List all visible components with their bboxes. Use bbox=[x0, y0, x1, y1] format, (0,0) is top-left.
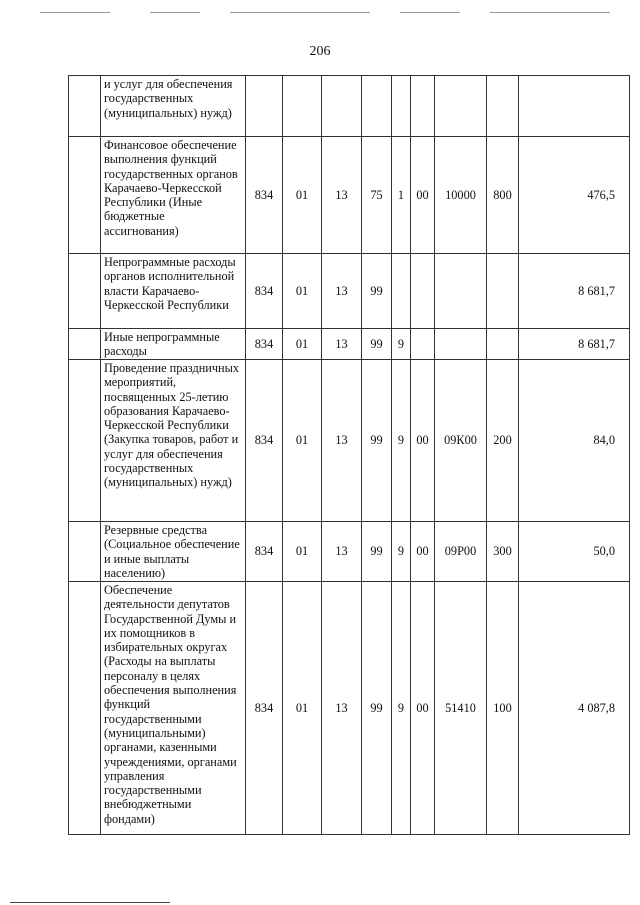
empty-cell bbox=[69, 254, 101, 329]
direction-cell: 00 bbox=[411, 360, 435, 522]
row-name-cell: Проведение праздничных мероприятий, посвященных 25-летию образования Карачаево-Черкесской Республики (Закупка товаров, работ и услуг для обеспечения государственных (муниципальных) нужд) bbox=[101, 360, 246, 522]
program-cell: 99 bbox=[362, 329, 392, 360]
rz-cell: 01 bbox=[283, 582, 322, 835]
ved-cell bbox=[246, 76, 283, 137]
empty-cell bbox=[69, 137, 101, 254]
rz-cell: 01 bbox=[283, 360, 322, 522]
pr-cell bbox=[322, 76, 362, 137]
ved-cell: 834 bbox=[246, 582, 283, 835]
vr-cell bbox=[487, 329, 519, 360]
empty-cell bbox=[69, 582, 101, 835]
vr-cell bbox=[487, 254, 519, 329]
table-row bbox=[69, 360, 630, 522]
table-row bbox=[69, 76, 630, 137]
sum-cell bbox=[519, 76, 630, 137]
scan-edge-top bbox=[0, 12, 640, 18]
code-cell: 09Р00 bbox=[435, 522, 487, 582]
vr-cell: 300 bbox=[487, 522, 519, 582]
code-cell: 51410 bbox=[435, 582, 487, 835]
subprogram-cell bbox=[392, 254, 411, 329]
sum-cell: 84,0 bbox=[519, 360, 630, 522]
vr-cell: 100 bbox=[487, 582, 519, 835]
direction-cell bbox=[411, 329, 435, 360]
page-number: 206 bbox=[309, 44, 331, 59]
table-row bbox=[69, 254, 630, 329]
ved-cell: 834 bbox=[246, 522, 283, 582]
code-cell bbox=[435, 254, 487, 329]
direction-cell: 00 bbox=[411, 522, 435, 582]
table-row bbox=[69, 582, 630, 835]
pr-cell: 13 bbox=[322, 582, 362, 835]
sum-cell: 476,5 bbox=[519, 137, 630, 254]
program-cell bbox=[362, 76, 392, 137]
direction-cell: 00 bbox=[411, 582, 435, 835]
program-cell: 99 bbox=[362, 360, 392, 522]
code-cell bbox=[435, 76, 487, 137]
scan-edge-bottom bbox=[10, 902, 170, 903]
rz-cell: 01 bbox=[283, 522, 322, 582]
table-row bbox=[69, 137, 630, 254]
vr-cell: 800 bbox=[487, 137, 519, 254]
ved-cell: 834 bbox=[246, 360, 283, 522]
sum-cell: 50,0 bbox=[519, 522, 630, 582]
direction-cell: 00 bbox=[411, 137, 435, 254]
empty-cell bbox=[69, 329, 101, 360]
row-name-cell: Непрограммные расходы органов исполнительной власти Карачаево-Черкесской Республики bbox=[101, 254, 246, 329]
subprogram-cell: 9 bbox=[392, 522, 411, 582]
empty-cell bbox=[69, 76, 101, 137]
subprogram-cell: 1 bbox=[392, 137, 411, 254]
row-name-cell: и услуг для обеспечения государственных (муниципальных) нужд) bbox=[101, 76, 246, 137]
program-cell: 99 bbox=[362, 254, 392, 329]
table-row bbox=[69, 522, 630, 582]
budget-table bbox=[68, 75, 630, 835]
direction-cell bbox=[411, 76, 435, 137]
direction-cell bbox=[411, 254, 435, 329]
empty-cell bbox=[69, 360, 101, 522]
ved-cell: 834 bbox=[246, 254, 283, 329]
row-name-cell: Финансовое обеспечение выполнения функций государственных органов Карачаево-Черкесской Республики (Иные бюджетные ассигнования) bbox=[101, 137, 246, 254]
rz-cell: 01 bbox=[283, 329, 322, 360]
pr-cell: 13 bbox=[322, 522, 362, 582]
pr-cell: 13 bbox=[322, 254, 362, 329]
ved-cell: 834 bbox=[246, 137, 283, 254]
subprogram-cell bbox=[392, 76, 411, 137]
subprogram-cell: 9 bbox=[392, 582, 411, 835]
sum-cell: 8 681,7 bbox=[519, 254, 630, 329]
pr-cell: 13 bbox=[322, 137, 362, 254]
ved-cell: 834 bbox=[246, 329, 283, 360]
sum-cell: 8 681,7 bbox=[519, 329, 630, 360]
code-cell: 10000 bbox=[435, 137, 487, 254]
pr-cell: 13 bbox=[322, 360, 362, 522]
row-name-cell: Резервные средства (Социальное обеспечение и иные выплаты населению) bbox=[101, 522, 246, 582]
program-cell: 75 bbox=[362, 137, 392, 254]
empty-cell bbox=[69, 522, 101, 582]
subprogram-cell: 9 bbox=[392, 329, 411, 360]
program-cell: 99 bbox=[362, 582, 392, 835]
row-name-cell: Иные непрограммные расходы bbox=[101, 329, 246, 360]
vr-cell: 200 bbox=[487, 360, 519, 522]
rz-cell: 01 bbox=[283, 254, 322, 329]
row-name-cell: Обеспечение деятельности депутатов Государственной Думы и их помощников в избирательных округах (Расходы на выплаты персоналу в целях обеспечения выполнения функций государственными (муниципальными) органами, казенными учреждениями, органами управления государственными внебюджетными фондами) bbox=[101, 582, 246, 835]
pr-cell: 13 bbox=[322, 329, 362, 360]
rz-cell: 01 bbox=[283, 137, 322, 254]
code-cell bbox=[435, 329, 487, 360]
vr-cell bbox=[487, 76, 519, 137]
code-cell: 09К00 bbox=[435, 360, 487, 522]
program-cell: 99 bbox=[362, 522, 392, 582]
rz-cell bbox=[283, 76, 322, 137]
sum-cell: 4 087,8 bbox=[519, 582, 630, 835]
subprogram-cell: 9 bbox=[392, 360, 411, 522]
table-row bbox=[69, 329, 630, 360]
